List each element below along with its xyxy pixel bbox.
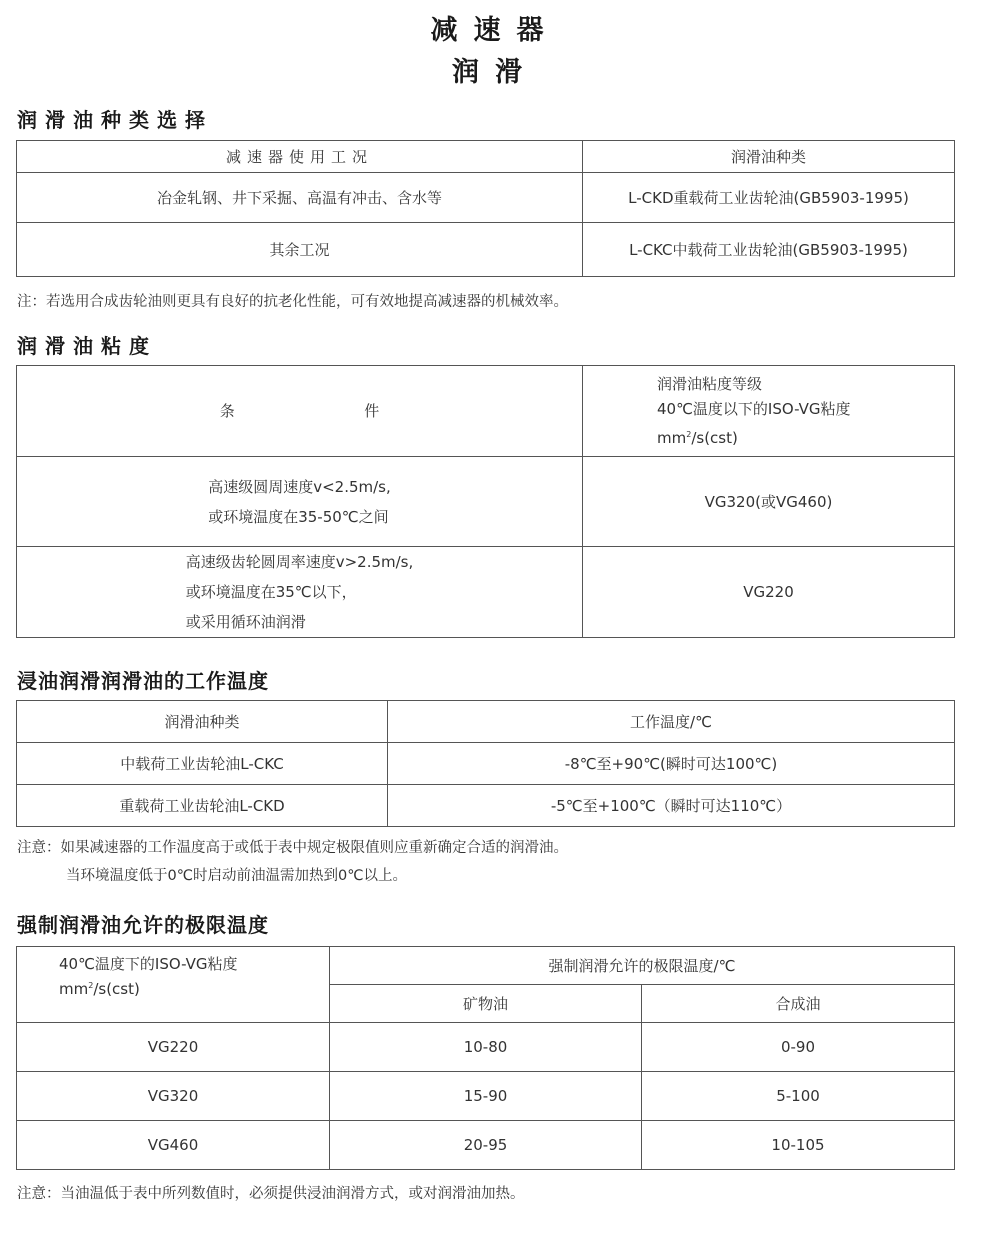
header-cell-viscosity — [17, 947, 330, 1023]
note-text: 当环境温度低于0℃时启动前油温需加热到0℃以上。 — [66, 868, 408, 884]
page-subtitle: 润滑 — [452, 57, 538, 88]
table-cell: VG320 — [17, 1072, 330, 1121]
table-row — [17, 743, 955, 785]
table-cell: 10-105 — [642, 1121, 955, 1170]
table-row — [17, 1072, 955, 1121]
forced-limit-table — [16, 946, 955, 1170]
condition-line: 或环境温度在35℃以下， — [185, 583, 357, 601]
table-cell: 5-100 — [642, 1072, 955, 1121]
header-cell: 合成油 — [642, 985, 955, 1023]
condition-line: 或采用循环油润滑 — [185, 613, 306, 631]
section-heading-working-temp: 浸油润滑润滑油的工作温度 — [17, 669, 269, 693]
header-line: 40℃温度以下的ISO-VG粘度 — [657, 399, 851, 418]
table-cell: -5℃至+100℃（瞬时可达110℃） — [388, 785, 955, 827]
table-cell: VG220 — [17, 1023, 330, 1072]
table-cell — [17, 457, 583, 547]
header-cell: 润滑油种类 — [17, 701, 388, 743]
note-text: 注：若选用合成齿轮油则更具有良好的抗老化性能，可有效地提高减速器的机械效率。 — [17, 294, 568, 310]
table-row — [17, 457, 955, 547]
section-heading-forced-limit: 强制润滑油允许的极限温度 — [17, 913, 269, 937]
table-cell: 10-80 — [330, 1023, 642, 1072]
table-row — [17, 785, 955, 827]
header-cell: 工作温度/℃ — [388, 701, 955, 743]
table-cell: 15-90 — [330, 1072, 642, 1121]
oil-type-table — [16, 140, 955, 277]
table-header-row — [17, 366, 955, 457]
header-text: 件 — [364, 402, 380, 420]
table-row — [17, 173, 955, 223]
header-line: 润滑油粘度等级 — [657, 374, 763, 393]
header-cell-group: 强制润滑允许的极限温度/℃ — [330, 947, 955, 985]
working-temp-table — [16, 700, 955, 827]
viscosity-table — [16, 365, 955, 638]
header-line: $mm^2/s(cst)$ — [59, 980, 140, 998]
table-cell: VG320(或VG460) — [583, 457, 955, 547]
header-cell: 矿物油 — [330, 985, 642, 1023]
table-header-row — [17, 947, 955, 985]
table-row — [17, 547, 955, 638]
table-header-row — [17, 141, 955, 173]
note-text: 注意：当油温低于表中所列数值时，必须提供浸油润滑方式，或对润滑油加热。 — [17, 1186, 525, 1202]
table-cell: L-CKD重载荷工业齿轮油(GB5903-1995) — [583, 173, 955, 223]
header-cell-grade — [583, 366, 955, 457]
table-cell — [17, 547, 583, 638]
note-text: 注意：如果减速器的工作温度高于或低于表中规定极限值则应重新确定合适的润滑油。 — [17, 840, 568, 856]
header-line: $mm^2/s(cst)$ — [657, 428, 738, 447]
header-cell-condition — [17, 366, 583, 457]
page-title: 减速器 — [430, 15, 560, 46]
table-header-row — [17, 701, 955, 743]
table-cell: 0-90 — [642, 1023, 955, 1072]
table-cell: L-CKC中载荷工业齿轮油(GB5903-1995) — [583, 223, 955, 277]
header-cell: 减速器使用工况 — [17, 141, 583, 173]
table-row — [17, 223, 955, 277]
condition-line: 或环境温度在35-50℃之间 — [208, 507, 389, 526]
table-row — [17, 1121, 955, 1170]
table-cell: 中载荷工业齿轮油L-CKC — [17, 743, 388, 785]
table-cell: VG220 — [583, 547, 955, 638]
table-cell: 20-95 — [330, 1121, 642, 1170]
condition-line: 高速级齿轮圆周率速度v>2.5m/s, — [185, 553, 414, 571]
section-heading-oil-type: 润滑油种类选择 — [17, 108, 213, 132]
table-cell: 重载荷工业齿轮油L-CKD — [17, 785, 388, 827]
table-cell: -8℃至+90℃(瞬时可达100℃) — [388, 743, 955, 785]
table-cell: VG460 — [17, 1121, 330, 1170]
section-heading-viscosity: 润滑油粘度 — [17, 334, 157, 358]
table-cell: 其余工况 — [17, 223, 583, 277]
header-cell: 润滑油种类 — [583, 141, 955, 173]
condition-line: 高速级圆周速度v<2.5m/s, — [208, 477, 391, 496]
header-line: 40℃温度下的ISO-VG粘度 — [59, 955, 238, 973]
table-cell: 冶金轧钢、井下采掘、高温有冲击、含水等 — [17, 173, 583, 223]
header-text: 条 — [219, 402, 235, 420]
table-row — [17, 1023, 955, 1072]
